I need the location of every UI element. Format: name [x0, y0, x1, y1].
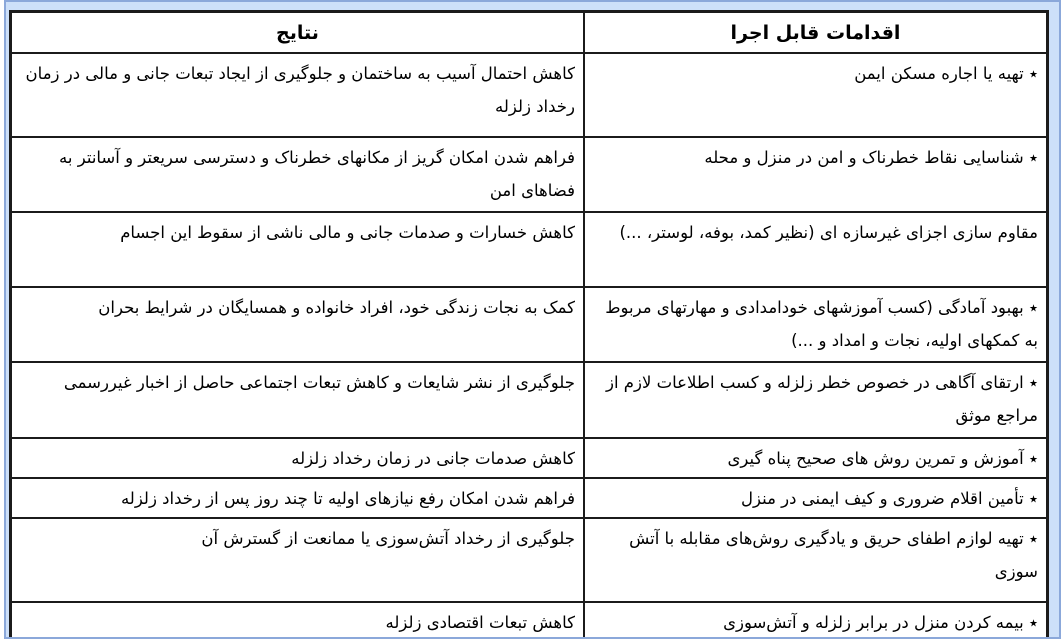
header-row [11, 12, 1048, 54]
table-row [11, 362, 1048, 438]
action-cell: مقاوم سازی اجزای غیرسازه ای (نظیر کمد، بوفه، لوستر، ...) [584, 212, 1048, 287]
table-row [11, 137, 1048, 212]
result-cell: کاهش صدمات جانی در زمان رخداد زلزله [11, 438, 584, 478]
result-cell: فراهم شدن امکان رفع نیازهای اولیه تا چند روز پس از رخداد زلزله [11, 478, 584, 518]
result-cell: کمک به نجات زندگی خود، افراد خانواده و همسایگان در شرایط بحران [11, 287, 584, 362]
result-cell: کاهش احتمال آسیب به ساختمان و جلوگیری از ایجاد تبعات جانی و مالی در زمان رخداد زلزله [11, 53, 584, 137]
page-background [4, 0, 1061, 639]
action-cell: ٭ بهبود آمادگی (کسب آموزشهای خودامدادی و مهارتهای مربوط به کمکهای اولیه، نجات و امداد و ...) [584, 287, 1048, 362]
table-row [11, 518, 1048, 602]
table-row [11, 602, 1048, 639]
result-cell: جلوگیری از نشر شایعات و کاهش تبعات اجتماعی حاصل از اخبار غیررسمی [11, 362, 584, 438]
action-cell: ٭ ارتقای آگاهی در خصوص خطر زلزله و کسب اطلاعات لازم از مراجع موثق [584, 362, 1048, 438]
action-cell: ٭ تهیه یا اجاره مسکن ایمن [584, 53, 1048, 137]
result-cell: کاهش خسارات و صدمات جانی و مالی ناشی از سقوط این اجسام [11, 212, 584, 287]
result-cell: کاهش تبعات اقتصادی زلزله [11, 602, 584, 639]
action-cell: ٭ بیمه کردن منزل در برابر زلزله و آتش‌سوزی [584, 602, 1048, 639]
header-actions: اقدامات قابل اجرا [584, 12, 1048, 54]
table-row [11, 287, 1048, 362]
table-row [11, 438, 1048, 478]
result-cell: فراهم شدن امکان گریز از مکانهای خطرناک و دسترسی سریعتر و آسانتر به فضاهای امن [11, 137, 584, 212]
table-row [11, 53, 1048, 137]
result-cell: جلوگیری از رخداد آتش‌سوزی یا ممانعت از گسترش آن [11, 518, 584, 602]
action-cell: ٭ تأمین اقلام ضروری و کیف ایمنی در منزل [584, 478, 1048, 518]
table-row [11, 478, 1048, 518]
action-cell: ٭ تهیه لوازم اطفای حریق و یادگیری روش‌های مقابله با آتش سوزی [584, 518, 1048, 602]
header-results: نتایج [11, 12, 584, 54]
actions-results-table [9, 10, 1049, 639]
action-cell: ٭ آموزش و تمرین روش های صحیح پناه گیری [584, 438, 1048, 478]
action-cell: ٭ شناسایی نقاط خطرناک و امن در منزل و محله [584, 137, 1048, 212]
table-row [11, 212, 1048, 287]
